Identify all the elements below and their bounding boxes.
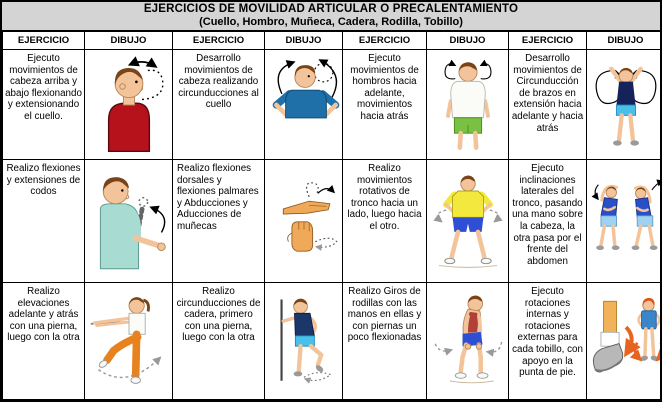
drawing-cell — [587, 160, 662, 283]
drawing-cell — [85, 50, 173, 160]
table-row — [3, 160, 662, 283]
exercise-table — [2, 31, 662, 400]
drawing-cell — [85, 160, 173, 283]
drawing-cell — [265, 160, 343, 283]
exercise-text-cell: Realizo elevaciones adelante y atrás con una pierna, luego con la otra — [3, 283, 85, 400]
drawing-cell — [265, 50, 343, 160]
column-header-ejercicio-1: EJERCICIO — [3, 32, 85, 50]
drawing-cell — [265, 283, 343, 400]
column-header-ejercicio-4: EJERCICIO — [509, 32, 587, 50]
column-header-dibujo-3: DIBUJO — [427, 32, 509, 50]
trunk-lateral-inclination-icon — [588, 173, 662, 269]
exercise-text-cell: Ejecuto rotaciones internas y rotaciones externas para cada tobillo, con apoyo en la punta de pie. — [509, 283, 587, 400]
column-header-ejercicio-3: EJERCICIO — [343, 32, 427, 50]
exercise-text-cell: Ejecuto inclinaciones laterales del tronco, pasando una mano sobre la cabeza, la otra pasa por el frente del abdomen — [509, 160, 587, 283]
exercise-text-cell: Desarrollo movimientos de cabeza realizando circunducciones al cuello — [173, 50, 265, 160]
drawing-cell — [427, 283, 509, 400]
neck-circumduction-icon — [265, 55, 343, 155]
exercise-text-cell: Realizo movimientos rotativos de tronco hacia un lado, luego hacia el otro. — [343, 160, 427, 283]
drawing-cell — [427, 160, 509, 283]
title-band — [2, 2, 660, 31]
ankle-rotation-icon — [588, 291, 662, 391]
column-header-dibujo-1: DIBUJO — [85, 32, 173, 50]
column-header-ejercicio-2: EJERCICIO — [173, 32, 265, 50]
exercise-text-cell: Ejecuto movimientos de hombros hacia adelante, movimientos hacia atrás — [343, 50, 427, 160]
exercise-text-cell: Realizo flexiones y extensiones de codos — [3, 160, 85, 283]
drawing-cell — [85, 283, 173, 400]
column-header-dibujo-4: DIBUJO — [587, 32, 662, 50]
drawing-cell — [587, 283, 662, 400]
wrist-movements-icon — [266, 169, 342, 273]
exercise-text-cell: Realizo flexiones dorsales y flexiones palmares y Abducciones y Aducciones de muñecas — [173, 160, 265, 283]
header-row — [3, 32, 662, 50]
arm-circumduction-icon — [588, 55, 662, 155]
drawing-cell — [427, 50, 509, 160]
table-row — [3, 283, 662, 400]
drawing-cell — [587, 50, 662, 160]
exercise-text-cell: Ejecuto movimientos de cabeza arriba y abajo flexionando y extensionando el cuello. — [3, 50, 85, 160]
exercise-text-cell: Desarrollo movimientos de Circunducción de brazos en extensión hacia adelante y hacia atrás — [509, 50, 587, 160]
head-up-down-flexion-icon — [88, 55, 170, 155]
column-header-dibujo-2: DIBUJO — [265, 32, 343, 50]
page-subtitle: (Cuello, Hombro, Muñeca, Cadera, Rodilla, Tobillo) — [199, 16, 463, 28]
table-row — [3, 50, 662, 160]
leg-elevation-icon — [87, 289, 171, 393]
shoulder-forward-back-icon — [428, 55, 508, 155]
elbow-flexion-icon — [87, 169, 171, 273]
knee-circles-icon — [428, 288, 508, 394]
exercise-text-cell: Realizo circunducciones de cadera, primero con una pierna, luego con la otra — [173, 283, 265, 400]
trunk-rotation-icon — [428, 166, 508, 276]
exercise-text-cell: Realizo Giros de rodillas con las manos en ellas y con piernas un poco flexionadas — [343, 283, 427, 400]
page-title: EJERCICIOS DE MOVILIDAD ARTICULAR O PRECALENTAMIENTO — [143, 3, 519, 15]
hip-circumduction-icon — [266, 289, 342, 393]
